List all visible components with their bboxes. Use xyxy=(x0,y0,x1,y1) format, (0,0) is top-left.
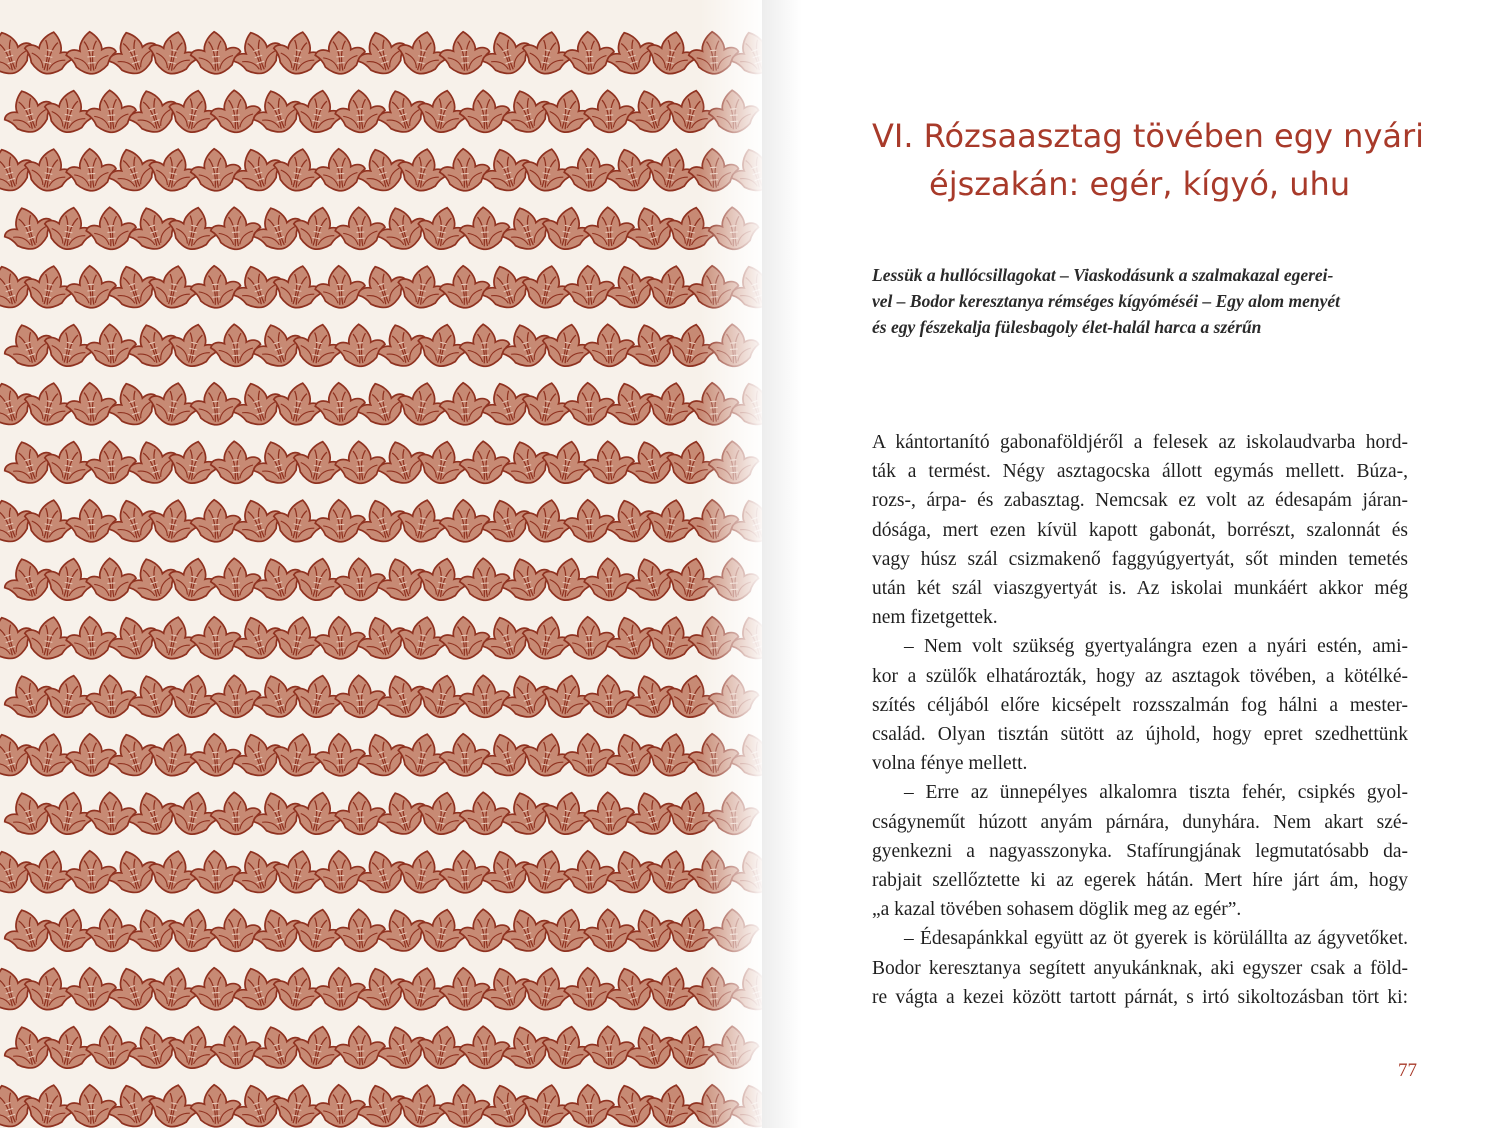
body-line: A kántortanító gabonaföldjéről a felesek az iskolaudvarba hord- xyxy=(872,432,1408,453)
leaf-motif xyxy=(85,1025,138,1070)
leaf-motif xyxy=(563,30,616,75)
leaf-motif xyxy=(438,381,491,426)
leaf-motif xyxy=(438,732,491,777)
leaf-motif xyxy=(458,440,511,485)
body-line: nem fizetgettek. xyxy=(872,607,998,629)
leaf-motif xyxy=(65,849,118,894)
leaf-motif xyxy=(314,1083,367,1128)
leaf-motif xyxy=(85,206,138,251)
body-line: után két szál viaszgyertyát is. Az iskolai munkáért akkor még xyxy=(872,578,1408,600)
chapter-title xyxy=(872,112,1425,208)
leaf-motif xyxy=(334,89,387,134)
body-line: Bodor keresztanya segített anyukánknak, aki egyszer csak a föld- xyxy=(872,957,1408,979)
leaf-motif xyxy=(189,381,242,426)
body-line: – Nem volt szükség gyertyalángra ezen a nyári estén, ami- xyxy=(904,636,1408,658)
leaf-motif xyxy=(209,557,262,602)
body-line: ták a termést. Négy asztagocska állott egymás mellett. Búza-, xyxy=(872,461,1408,483)
leaf-motif xyxy=(209,440,262,485)
leaf-motif xyxy=(209,323,262,368)
leaf-motif xyxy=(563,381,616,426)
leaf-motif xyxy=(65,615,118,660)
body-line: re vágta a kezei között tartott párnát, s irtó sikoltozásban tört ki: xyxy=(872,986,1408,1008)
body-line: rozs-, árpa- és zabasztag. Nemcsak ez volt az édesapám járan- xyxy=(872,490,1408,512)
leaf-motif xyxy=(563,147,616,192)
leaf-motif xyxy=(209,908,262,953)
leaf-motif xyxy=(334,557,387,602)
leaf-motif xyxy=(85,908,138,953)
leaf-motif xyxy=(563,264,616,309)
body-line: – Erre az ünnepélyes alkalomra tiszta fehér, csipkés gyol- xyxy=(904,782,1408,804)
leaf-motif xyxy=(65,966,118,1011)
leaf-motif xyxy=(189,615,242,660)
leaf-motif xyxy=(438,1083,491,1128)
leaf-motif xyxy=(563,849,616,894)
leaf-motif xyxy=(563,615,616,660)
leaf-motif xyxy=(438,849,491,894)
leaf-motif xyxy=(458,791,511,836)
body-line: szítés céljából előre kicsépelt rozsszalmán fog hálni a mester- xyxy=(872,694,1408,716)
leaf-motif xyxy=(85,440,138,485)
leaf-motif xyxy=(65,498,118,543)
leaf-motif xyxy=(583,1025,636,1070)
summary-line: és egy fészekalja fülesbagoly élet-halál harca a szérűn xyxy=(872,317,1262,337)
body-line: kor a szülők elhatározták, hogy az asztagok tövében, a kötélké- xyxy=(872,665,1408,687)
leaf-motif xyxy=(189,30,242,75)
summary-line: Lessük a hullócsillagokat – Viaskodásunk a szalmakazal egerei- xyxy=(872,265,1334,285)
body-line: volna fénye mellett. xyxy=(872,753,1028,775)
leaf-motif xyxy=(65,264,118,309)
leaf-motif xyxy=(563,1083,616,1128)
leaf-motif xyxy=(563,498,616,543)
leaf-motif xyxy=(314,732,367,777)
chapter-title-line: VI. Rózsaasztag tövében egy nyári xyxy=(872,117,1425,155)
leaf-motif xyxy=(458,206,511,251)
leaf-motif xyxy=(583,89,636,134)
leaf-motif xyxy=(458,908,511,953)
leaf-motif xyxy=(314,264,367,309)
leaf-motif xyxy=(334,791,387,836)
body-line: – Édesapánkkal együtt az öt gyerek is körülállta az ágyvetőket. xyxy=(904,928,1408,950)
leaf-motif xyxy=(583,557,636,602)
leaf-motif xyxy=(334,1025,387,1070)
leaf-motif xyxy=(314,147,367,192)
leaf-motif xyxy=(438,264,491,309)
leaf-motif xyxy=(438,147,491,192)
leaf-motif xyxy=(583,206,636,251)
body-line: rabjait szellőztette ki az egerek hátán. Mert híre járt ám, hogy xyxy=(872,870,1408,892)
leaf-motif xyxy=(65,147,118,192)
leaf-motif xyxy=(85,557,138,602)
leaf-motif xyxy=(65,732,118,777)
gutter-shadow xyxy=(762,0,802,1128)
leaf-motif xyxy=(314,849,367,894)
leaf-motif xyxy=(314,30,367,75)
leaf-motif xyxy=(314,615,367,660)
body-line: család. Olyan tisztán sütött az újhold, hogy epret szedhettünk xyxy=(872,724,1408,746)
leaf-motif xyxy=(85,323,138,368)
leaf-motif xyxy=(563,732,616,777)
leaf-motif xyxy=(583,674,636,719)
leaf-motif xyxy=(65,30,118,75)
leaf-motif xyxy=(583,440,636,485)
gutter-fade xyxy=(700,0,762,1128)
body-text xyxy=(872,428,1408,1012)
leaf-motif xyxy=(334,908,387,953)
leaf-motif xyxy=(65,381,118,426)
leaf-motif xyxy=(438,615,491,660)
leaf-motif xyxy=(334,440,387,485)
leaf-motif xyxy=(458,1025,511,1070)
page-number: 77 xyxy=(1398,1060,1417,1081)
leaf-motif xyxy=(583,791,636,836)
chapter-title-line: éjszakán: egér, kígyó, uhu xyxy=(929,165,1351,203)
leaf-motif xyxy=(189,966,242,1011)
leaf-motif xyxy=(314,381,367,426)
body-line: cságyneműt húzott anyám párnára, dunyhára. Nem akart szé- xyxy=(872,811,1408,833)
body-line: vagy húsz szál csizmakenő faggyúgyertyát, sőt minden temetés xyxy=(872,548,1408,570)
leaf-motif xyxy=(458,89,511,134)
leaf-motif xyxy=(189,1083,242,1128)
chapter-summary xyxy=(872,262,1408,340)
leaf-motif xyxy=(209,1025,262,1070)
leaf-motif xyxy=(458,674,511,719)
leaf-motif xyxy=(438,30,491,75)
leaf-motif xyxy=(209,674,262,719)
leaf-motif xyxy=(334,674,387,719)
leaf-motif xyxy=(85,791,138,836)
leaf-motif xyxy=(189,264,242,309)
leaf-motif xyxy=(334,206,387,251)
leaf-motif xyxy=(314,498,367,543)
leaf-motif xyxy=(189,498,242,543)
leaf-motif xyxy=(438,966,491,1011)
leaf-motif xyxy=(85,674,138,719)
leaf-motif xyxy=(209,89,262,134)
text-page xyxy=(762,0,1500,1128)
leaf-motif xyxy=(189,849,242,894)
leaf-grid xyxy=(0,25,762,1128)
leaf-motif xyxy=(189,147,242,192)
leaf-motif xyxy=(85,89,138,134)
leaf-motif xyxy=(563,966,616,1011)
leaf-motif xyxy=(458,323,511,368)
leaf-motif xyxy=(209,206,262,251)
leaf-motif xyxy=(334,323,387,368)
body-line: gyenkezni a nagyasszonyka. Stafírungjának legmutatósabb da- xyxy=(872,840,1408,862)
summary-line: vel – Bodor keresztanya rémséges kígyóméséi – Egy alom menyét xyxy=(872,291,1341,311)
leaf-motif xyxy=(438,498,491,543)
body-line: dósága, mert ezen kívül kapott gabonát, borrészt, szalonnát és xyxy=(872,519,1408,541)
leaf-motif xyxy=(583,323,636,368)
leaf-motif xyxy=(314,966,367,1011)
leaf-motif xyxy=(209,791,262,836)
leaf-motif xyxy=(583,908,636,953)
leaf-motif xyxy=(458,557,511,602)
body-line: „a kazal tövében sohasem döglik meg az egér”. xyxy=(872,899,1242,921)
leaf-motif xyxy=(65,1083,118,1128)
leaf-motif xyxy=(189,732,242,777)
